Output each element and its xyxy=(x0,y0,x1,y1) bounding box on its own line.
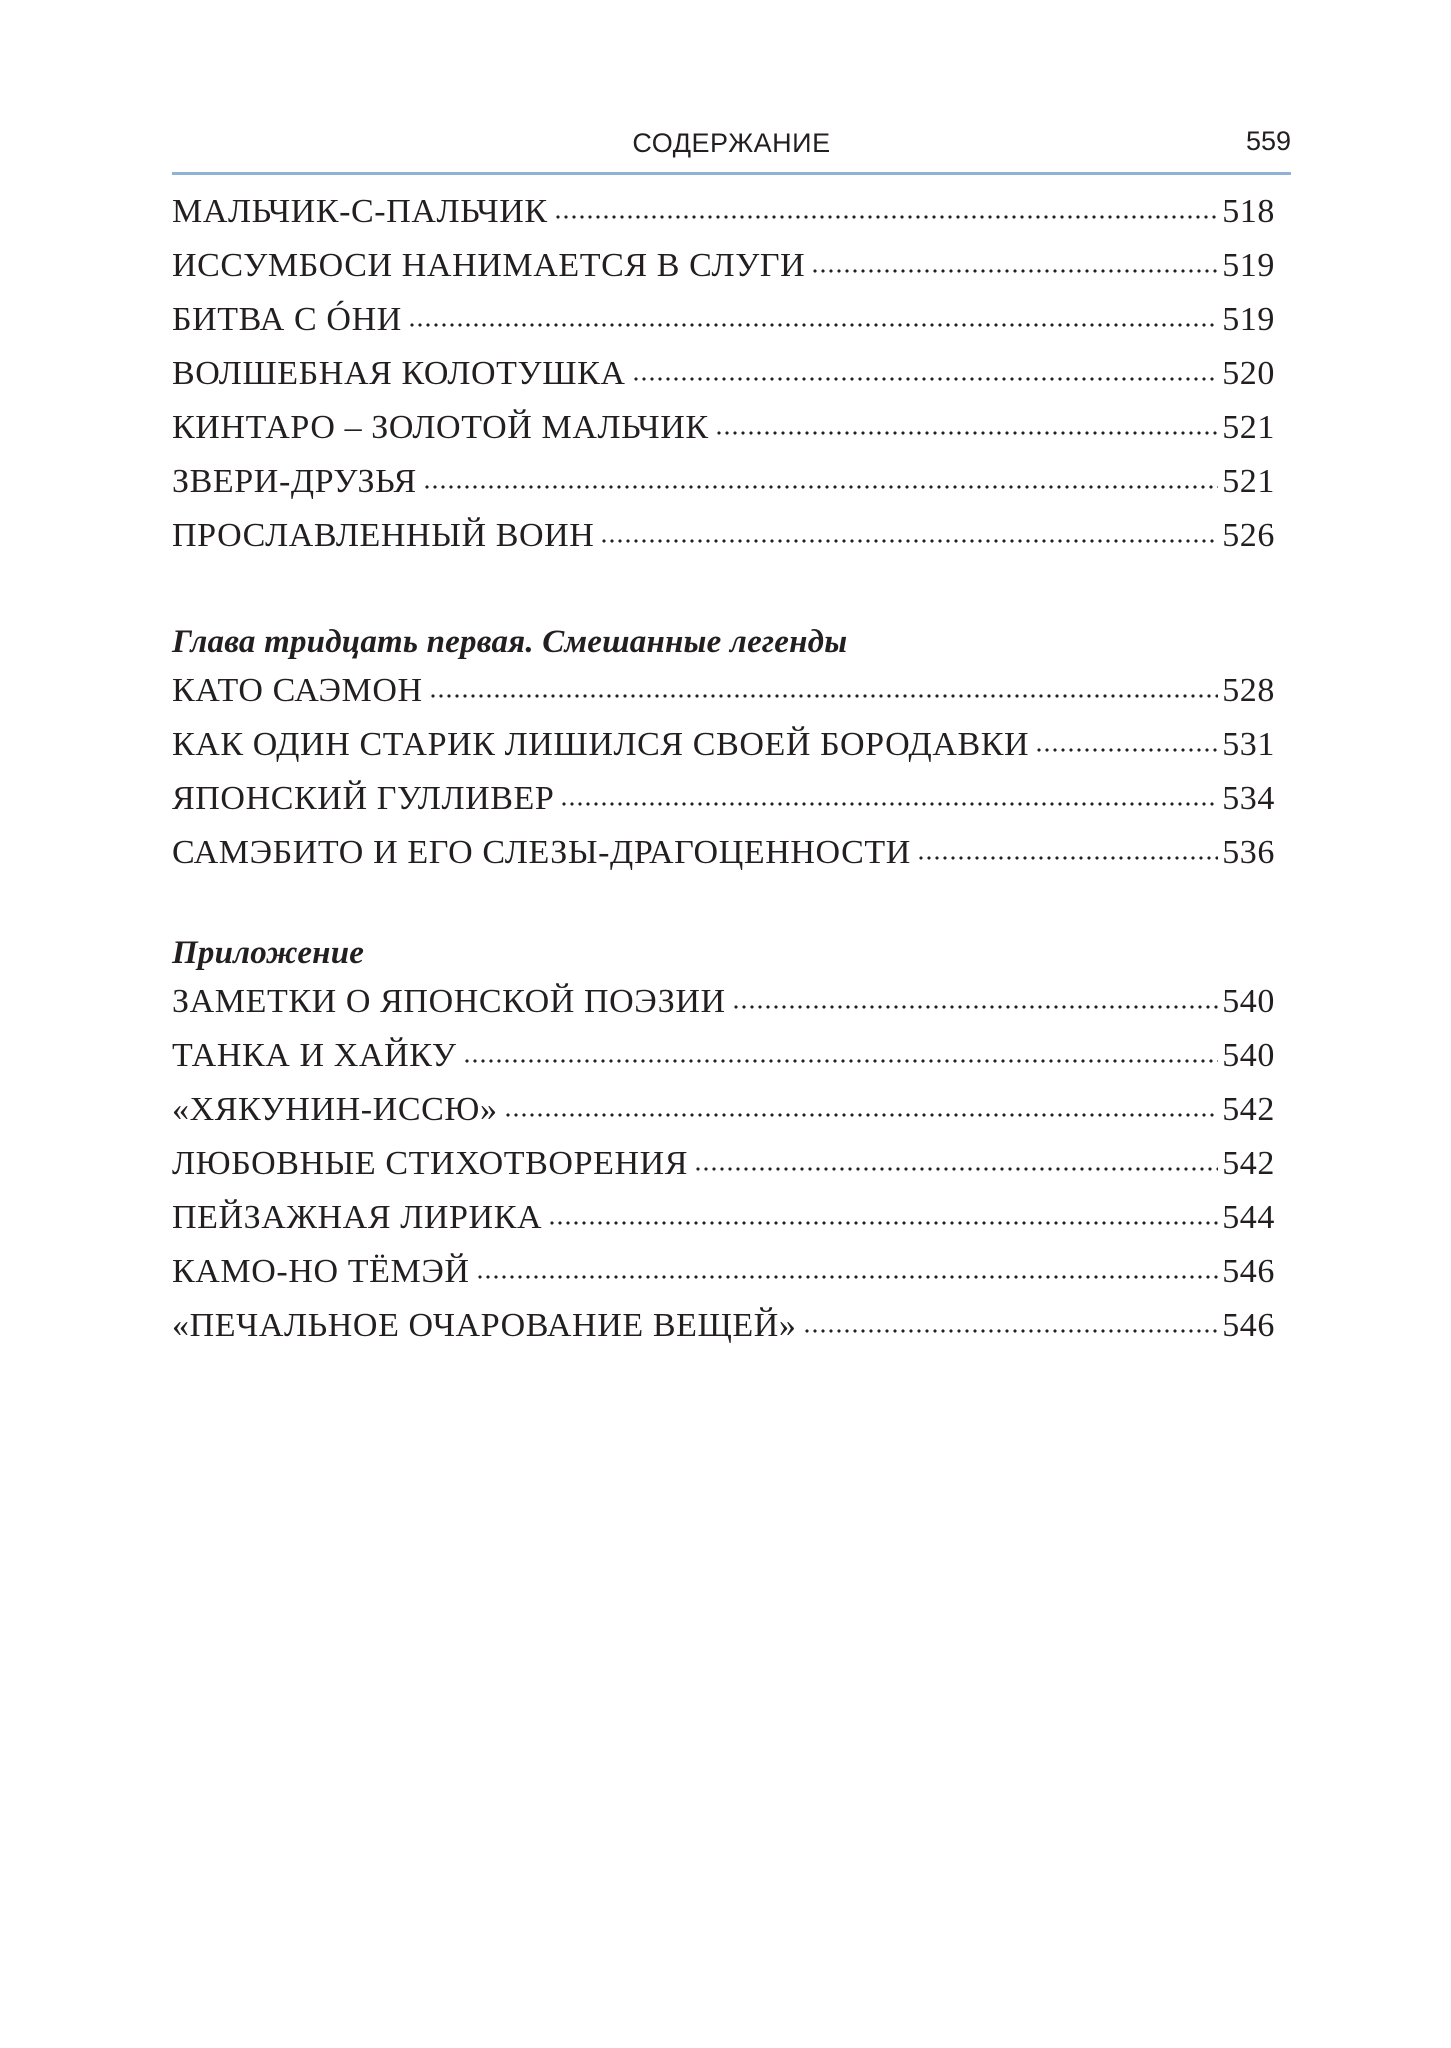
dot-leader xyxy=(408,322,1218,328)
dot-leader xyxy=(803,1328,1219,1334)
toc-entry[interactable] xyxy=(172,301,1275,355)
toc-entry-page: 544 xyxy=(1222,1199,1275,1236)
toc-entry-page: 542 xyxy=(1222,1091,1275,1128)
toc-entry[interactable] xyxy=(172,834,1275,888)
toc-entry-title: КИНТАРО – ЗОЛОТОЙ МАЛЬЧИК xyxy=(172,409,709,446)
toc-entry-page: 536 xyxy=(1222,834,1275,871)
toc-entry-page: 526 xyxy=(1222,517,1275,554)
toc-entry-title: КАК ОДИН СТАРИК ЛИШИЛСЯ СВОЕЙ БОРОДАВКИ xyxy=(172,726,1030,763)
toc-entry[interactable] xyxy=(172,780,1275,834)
toc-entry[interactable] xyxy=(172,983,1275,1037)
dot-leader xyxy=(1035,747,1218,753)
toc-entry[interactable] xyxy=(172,1253,1275,1307)
toc-entry[interactable] xyxy=(172,409,1275,463)
toc-entry-page: 534 xyxy=(1222,780,1275,817)
toc-entry[interactable] xyxy=(172,1199,1275,1253)
dot-leader xyxy=(504,1112,1219,1118)
toc-entry-title: САМЭБИТО И ЕГО СЛЕЗЫ-ДРАГОЦЕННОСТИ xyxy=(172,834,911,871)
toc-entry[interactable] xyxy=(172,672,1275,726)
toc-entry-title: КАТО САЭМОН xyxy=(172,672,423,709)
running-head xyxy=(172,120,1291,175)
toc-entry-title: ВОЛШЕБНАЯ КОЛОТУШКА xyxy=(172,355,626,392)
dot-leader xyxy=(715,430,1219,436)
toc-entry-title: ПРОСЛАВЛЕННЫЙ ВОИН xyxy=(172,517,595,554)
toc-entry-title: ПЕЙЗАЖНАЯ ЛИРИКА xyxy=(172,1199,543,1236)
toc-entry[interactable] xyxy=(172,726,1275,780)
toc-entry[interactable] xyxy=(172,1145,1275,1199)
toc-entry[interactable] xyxy=(172,1037,1275,1091)
toc-entry[interactable] xyxy=(172,1091,1275,1145)
dot-leader xyxy=(917,855,1218,861)
toc-entry-title: ЛЮБОВНЫЕ СТИХОТВОРЕНИЯ xyxy=(172,1145,689,1182)
dot-leader xyxy=(463,1058,1219,1064)
toc-entry-page: 531 xyxy=(1222,726,1275,763)
toc-entry-title: КАМО-НО ТЁМЭЙ xyxy=(172,1253,470,1290)
toc-entry-page: 518 xyxy=(1222,193,1275,230)
toc-section-1 xyxy=(172,193,1275,571)
dot-leader xyxy=(632,376,1219,382)
dot-leader xyxy=(554,214,1219,220)
toc-entry-page: 521 xyxy=(1222,409,1275,446)
toc-entry[interactable] xyxy=(172,247,1275,301)
toc-entry-page: 546 xyxy=(1222,1253,1275,1290)
dot-leader xyxy=(600,538,1218,544)
toc-entry[interactable] xyxy=(172,1307,1275,1361)
toc-section-2 xyxy=(172,612,1275,888)
toc-entry-page: 542 xyxy=(1222,1145,1275,1182)
toc-entry-page: 520 xyxy=(1222,355,1275,392)
dot-leader xyxy=(732,1004,1218,1010)
toc-entry-title: «ПЕЧАЛЬНОЕ ОЧАРОВАНИЕ ВЕЩЕЙ» xyxy=(172,1307,797,1344)
toc-entry-page: 546 xyxy=(1222,1307,1275,1344)
toc-entry[interactable] xyxy=(172,463,1275,517)
dot-leader xyxy=(548,1220,1218,1226)
toc-entry[interactable] xyxy=(172,517,1275,571)
toc-entry-title: ИССУМБОСИ НАНИМАЕТСЯ В СЛУГИ xyxy=(172,247,806,284)
dot-leader xyxy=(811,268,1218,274)
appendix-heading: Приложение xyxy=(172,935,365,971)
toc-entry-page: 519 xyxy=(1222,247,1275,284)
toc-entry-title: ЗАМЕТКИ О ЯПОНСКОЙ ПОЭЗИИ xyxy=(172,983,726,1020)
toc-entry-page: 540 xyxy=(1222,983,1275,1020)
toc-entry-title: ЗВЕРИ-ДРУЗЬЯ xyxy=(172,463,417,500)
toc-entry-title: ЯПОНСКИЙ ГУЛЛИВЕР xyxy=(172,780,555,817)
toc-entry-page: 540 xyxy=(1222,1037,1275,1074)
toc-entry-title: ТАНКА И ХАЙКУ xyxy=(172,1037,457,1074)
toc-entry-title: «ХЯКУНИН-ИССЮ» xyxy=(172,1091,498,1128)
toc-entry[interactable] xyxy=(172,193,1275,247)
chapter-heading: Глава тридцать первая. Смешанные легенды xyxy=(172,624,848,660)
toc-entry-page: 519 xyxy=(1222,301,1275,338)
page-title: СОДЕРЖАНИЕ xyxy=(632,128,831,158)
toc-entry[interactable] xyxy=(172,355,1275,409)
toc-section-3 xyxy=(172,923,1275,1361)
toc-entry-title: БИТВА С ÓНИ xyxy=(172,301,402,338)
page-number: 559 xyxy=(1245,126,1291,156)
toc-entry-page: 528 xyxy=(1222,672,1275,709)
toc-entry-page: 521 xyxy=(1222,463,1275,500)
dot-leader xyxy=(429,693,1218,699)
dot-leader xyxy=(694,1166,1218,1172)
dot-leader xyxy=(476,1274,1219,1280)
dot-leader xyxy=(423,484,1218,490)
toc-entry-title: МАЛЬЧИК-С-ПАЛЬЧИК xyxy=(172,193,548,230)
dot-leader xyxy=(560,801,1218,807)
